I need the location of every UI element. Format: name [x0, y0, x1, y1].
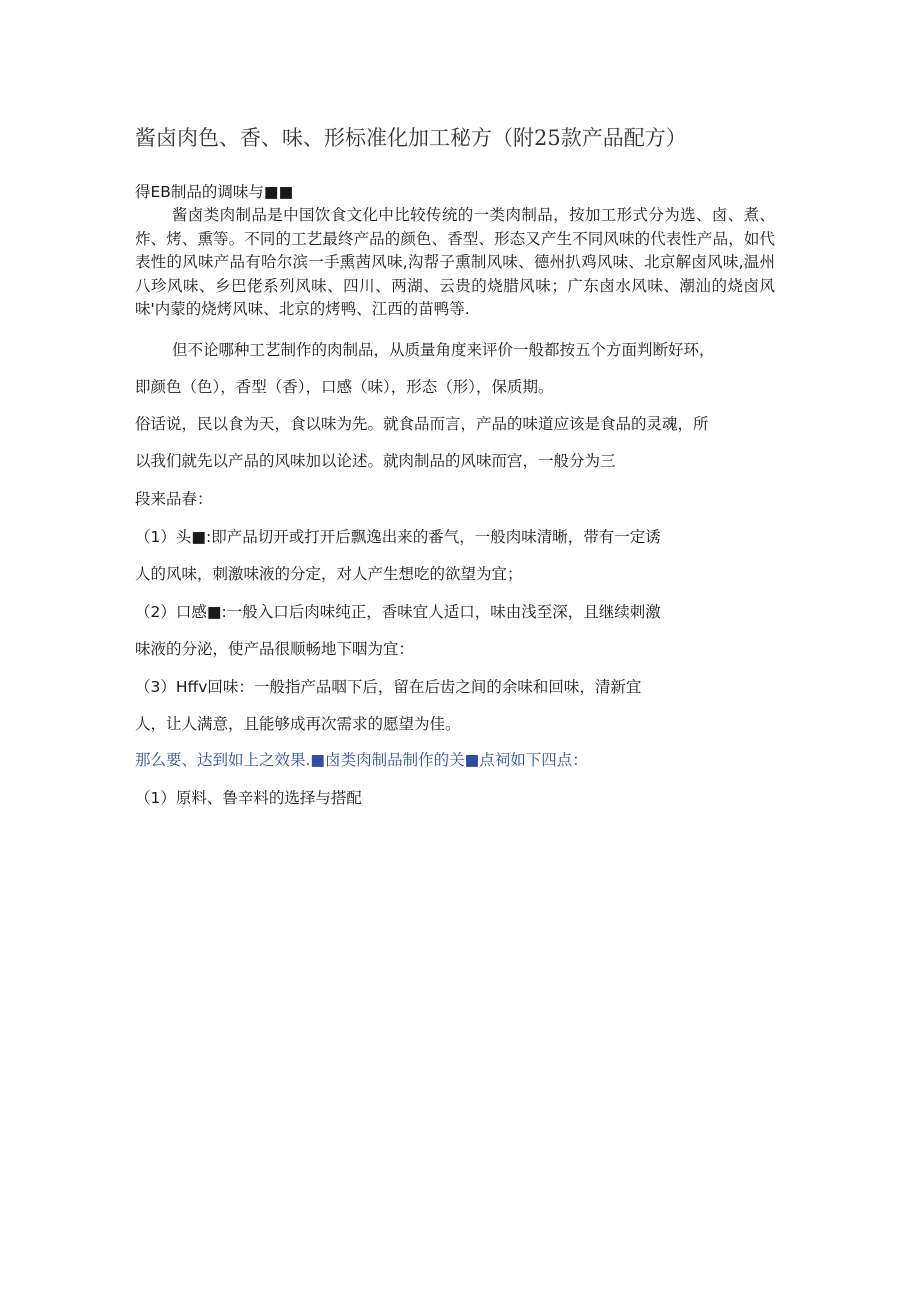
list-item-3-cont: 人，让人满意，且能够成再次需求的愿望为佳。 [135, 715, 461, 733]
body-line-three-stages: 段来品春： [135, 490, 213, 508]
body-line-proverb: 俗话说，民以食为天，食以味为先。就食品而言，产品的味道应该是食品的灵魂，所 [135, 415, 709, 433]
section-heading: 得EB制品的调味与■■ [135, 183, 294, 201]
body-line-evaluation: 但不论哪种工艺制作的肉制品，从质量角度来评价一般都按五个方面判断好环， [172, 341, 715, 359]
key-point-1: （1）原料、鲁辛料的选择与搭配 [135, 789, 362, 807]
list-item-1-cont: 人的风味，刺激味液的分定，对人产生想吃的欲望为宜； [135, 565, 523, 583]
list-item-1: （1）头■:即产品切开或打开后飘逸出来的番气，一般肉味清晰，带有一定诱 [135, 528, 661, 546]
intro-paragraph: 酱卤类肉制品是中国饮食文化中比较传统的一类肉制品，按加工形式分为选、卤、煮、炸、烤、熏等。不同的工艺最终产品的颜色、香型、形态又产生不同风味的代表性产品，如代表性的风味产品有哈尔滨一手熏茜风味,沟帮子熏制风味、德州扒鸡风味、北京解卤风味,温州八珍风味、乡巴佬系列风味、四川、两湖、云贵的烧腊风味；广东卤水风味、潮汕的烧卤风味'内蒙的烧烤风味、北京的烤鸭、江西的苗鸭等. [135, 206, 775, 318]
body-line-flavor-intro: 以我们就先以产品的风味加以论述。就肉制品的风味而宫，一般分为三 [135, 452, 616, 470]
list-item-2-cont: 味液的分泌，使产品很顺畅地下咽为宜： [135, 640, 415, 658]
document-title: 酱卤肉色、香、味、形标准化加工秘方（附25款产品配方） [135, 126, 687, 150]
list-item-2: （2）口感■:一般入口后肉味纯正，香味宜人适口，味由浅至深，且继续刺激 [135, 603, 661, 621]
list-item-3: （3）Hffv回味：一般指产品咽下后，留在后齿之间的余味和回味，清新宜 [135, 678, 642, 696]
key-points-heading: 那么要、达到如上之效果.■卤类肉制品制作的关■点祠如下四点： [135, 751, 588, 769]
body-line-five-aspects: 即颜色（色），香型（香），口感（味），形态（形），保质期。 [135, 378, 554, 396]
